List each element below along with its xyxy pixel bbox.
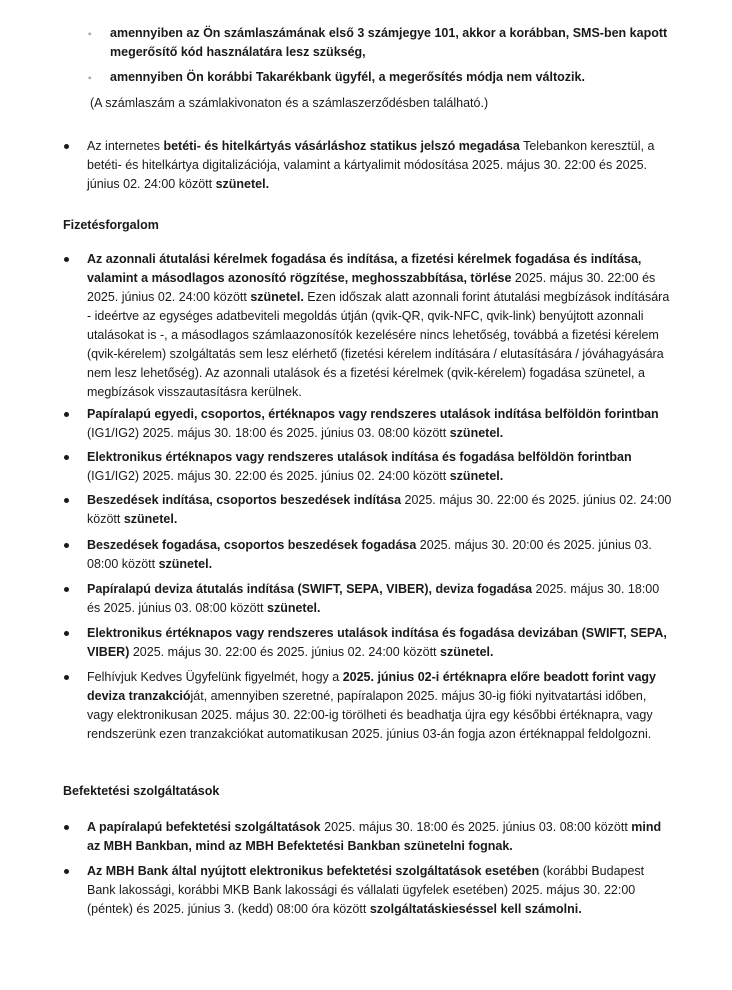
- bullet-icon: [64, 631, 69, 636]
- section-heading-befektetesi: Befektetési szolgáltatások: [63, 784, 220, 798]
- list-item: Elektronikus értéknapos vagy rendszeres utalások indítása és fogadása devizában (SWIFT, SEPA, VIBER) 2025. május 30. 22:00 és 2025. június 02. 24:00 között szünetel.: [87, 624, 672, 662]
- list-item: Beszedések indítása, csoportos beszedések indítása 2025. május 30. 22:00 és 2025. június 02. 24:00 között szünetel.: [87, 491, 672, 529]
- hollow-bullet-icon: ◦: [88, 73, 92, 84]
- bullet-icon: [64, 825, 69, 830]
- sub-bullet-item: [88, 68, 670, 87]
- list-item: Papíralapú egyedi, csoportos, értéknapos vagy rendszeres utalások indítása belföldön forintban (IG1/IG2) 2025. május 30. 18:00 és 2025. június 03. 08:00 között szünetel.: [87, 405, 672, 443]
- bullet-icon: [64, 498, 69, 503]
- bullet-icon: [64, 412, 69, 417]
- sub-bullet-text: amennyiben Ön korábbi Takarékbank ügyfél, a megerősítés módja nem változik.: [110, 70, 585, 84]
- list-item: Az azonnali átutalási kérelmek fogadása és indítása, a fizetési kérelmek fogadása és indítása, valamint a másodlagos azonosító rögzítése, meghosszabbítása, törlése 2025. május 30. 22:00 és 2025. június 02. 24:00 között szünetel. Ezen időszak alatt azonnali forint átutalási megbízások indítására - ideértve az egységes adatbeviteli megoldás útján (qvik-QR, qvik-NFC, qvik-link) benyújtott azonnali utalásokat is -, a másodlagos számlaazonosítók kezelésére nincs lehetőség, továbbá a fizetési kérelem (qvik-kérelem) szolgáltatás sem lesz elérhető (fizetési kérelem indítására / elutasítására / jóváhagyására nem lesz lehetőség). Az azonnali utalások és a fizetési kérelmek (qvik-kérelem) fogadása szünetel, a megbízások visszautasításra kerülnek.: [87, 250, 672, 402]
- bullet-icon: [64, 543, 69, 548]
- bullet-icon: [64, 869, 69, 874]
- list-item: Beszedések fogadása, csoportos beszedések fogadása 2025. május 30. 20:00 és 2025. június 03. 08:00 között szünetel.: [87, 536, 672, 574]
- sub-bullet-item: [88, 24, 670, 62]
- sub-bullet-text: amennyiben az Ön számlaszámának első 3 számjegye 101, akkor a korábban, SMS-ben kapott megerősítő kód használatára lesz szükség,: [110, 26, 668, 59]
- list-item: A papíralapú befektetési szolgáltatások 2025. május 30. 18:00 és 2025. június 03. 08:00 között mind az MBH Bankban, mind az MBH Befektetési Bankban szünetelni fognak.: [87, 818, 672, 856]
- section-heading-fizetesforgalom: Fizetésforgalom: [63, 218, 159, 232]
- list-item: Elektronikus értéknapos vagy rendszeres utalások indítása és fogadása belföldön forintban (IG1/IG2) 2025. május 30. 22:00 és 2025. június 02. 24:00 között szünetel.: [87, 448, 672, 486]
- bullet-icon: [64, 257, 69, 262]
- list-item: Papíralapú deviza átutalás indítása (SWIFT, SEPA, VIBER), deviza fogadása 2025. május 30. 18:00 és 2025. június 03. 08:00 között szünetel.: [87, 580, 672, 618]
- hollow-bullet-icon: ◦: [88, 29, 92, 40]
- list-item: Az MBH Bank által nyújtott elektronikus befektetési szolgáltatások esetében (korábbi Budapest Bank lakossági, korábbi MKB Bank lakossági és vállalati ügyfelek esetében) 2025. május 30. 22:00 (péntek) és 2025. június 3. (kedd) 08:00 óra között szolgáltatáskieséssel kell számolni.: [87, 862, 672, 919]
- bullet-icon: [64, 675, 69, 680]
- account-number-note: (A számlaszám a számlakivonaton és a számlaszerződésben található.): [90, 96, 489, 110]
- list-item: Az internetes betéti- és hitelkártyás vásárláshoz statikus jelszó megadása Telebankon keresztül, a betéti- és hitelkártya digitalizációja, valamint a kártyalimit módosítása 2025. május 30. 22:00 és 2025. június 02. 24:00 között szünetel.: [87, 137, 672, 194]
- bullet-icon: [64, 455, 69, 460]
- list-item: Felhívjuk Kedves Ügyfelünk figyelmét, hogy a 2025. június 02-i értéknapra előre beadott forint vagy deviza tranzakcióját, amennyiben szeretné, papíralapon 2025. május 30-ig fióki nyitvatartási időben, vagy elektronikusan 2025. május 30. 22:00-ig törölheti és beadhatja újra egy későbbi értéknapra, vagy rendszerünk ezen tranzakciókat automatikusan 2025. június 03-án fogja azon értéknappal feldolgozni.: [87, 668, 672, 744]
- bullet-icon: [64, 587, 69, 592]
- bullet-icon: [64, 144, 69, 149]
